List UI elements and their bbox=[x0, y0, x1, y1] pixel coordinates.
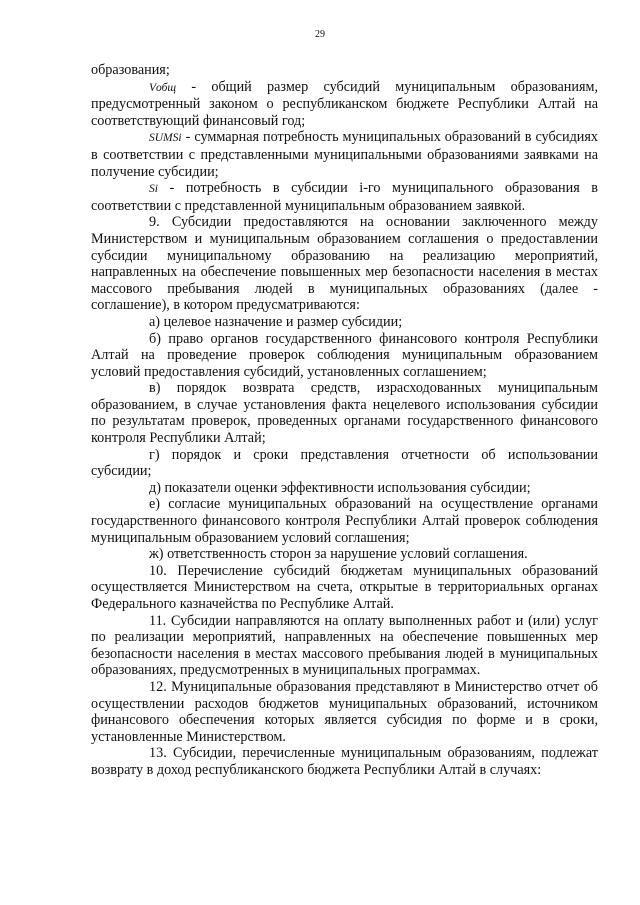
page-number: 29 bbox=[315, 29, 325, 40]
paragraph-12: 12. Муниципальные образования представляют в Министерство отчет об осуществлении расходов бюджетов муниципальных образований, источником финансового обеспечения которых является субсидия по форме и в сроки, установленные Министерством. bbox=[91, 678, 598, 745]
paragraph-9: 9. Субсидии предоставляются на основании заключенного между Министерством и муниципальным образованием соглашения о предоставлении субсидии муниципальному образованию на реализацию мероприятий, направленных на обеспечение повышенных мер безопасности населения в местах массового пребывания людей в муниципальных образованиях (далее - соглашение), в котором предусматриваются: bbox=[91, 214, 598, 314]
paragraph-11: 11. Субсидии направляются на оплату выполненных работ и (или) услуг по реализации мероприятий, направленных на обеспечение повышенных мер безопасности населения в местах массового пребывания людей в муниципальных образованиях, предусмотренных в муниципальных программах. bbox=[91, 612, 598, 679]
formula-variable: Si bbox=[149, 183, 158, 196]
formula-variable: SUMSi bbox=[149, 132, 182, 145]
list-item-zh: ж) ответственность сторон за нарушение условий соглашения. bbox=[149, 546, 528, 563]
variable-definition-vtotal bbox=[91, 79, 598, 130]
variable-definition-sumsi bbox=[91, 129, 598, 180]
list-item-g: г) порядок и сроки представления отчетности об использовании субсидии; bbox=[91, 446, 598, 480]
formula-variable: Vобщ bbox=[149, 81, 177, 94]
list-item-e: е) согласие муниципальных образований на осуществление органами государственного финансового контроля Республики Алтай проверок соблюдения муниципальным образованием условий соглашения; bbox=[91, 496, 598, 546]
definition-text: - потребность в субсидии i-го муниципального образования в соответствии с представленной муниципальным образованием заявкой. bbox=[91, 180, 598, 214]
paragraph-13: 13. Субсидии, перечисленные муниципальным образованиям, подлежат возврату в доход республиканского бюджета Республики Алтай в случаях: bbox=[91, 745, 598, 778]
variable-definition-si bbox=[91, 180, 598, 214]
paragraph: образования; bbox=[91, 62, 170, 78]
document-body bbox=[91, 62, 598, 779]
definition-text: - суммарная потребность муниципальных образований в субсидиях в соответствии с представленными муниципальными образованиями заявками на получение субсидии; bbox=[91, 129, 598, 180]
definition-text: - общий размер субсидий муниципальным образованиям, предусмотренный законом о республиканском бюджете Республики Алтай на соответствующий финансовый год; bbox=[91, 78, 598, 129]
list-item-a: а) целевое назначение и размер субсидии; bbox=[149, 313, 403, 330]
list-item-d: д) показатели оценки эффективности использования субсидии; bbox=[149, 479, 531, 496]
paragraph-10: 10. Перечисление субсидий бюджетам муниципальных образований осуществляется Министерством на счета, открытые в территориальных органах Федерального казначейства по Республике Алтай. bbox=[91, 562, 598, 612]
list-item-v: в) порядок возврата средств, израсходованных муниципальным образованием, в случае установления факта нецелевого использования субсидии по результатам проверок, проведенных органами государственного финансового контроля Республики Алтай; bbox=[91, 380, 598, 447]
list-item-b: б) право органов государственного финансового контроля Республики Алтай на проведение проверок соблюдения муниципальным образованием условий предоставления субсидий, установленных соглашением; bbox=[91, 330, 598, 380]
